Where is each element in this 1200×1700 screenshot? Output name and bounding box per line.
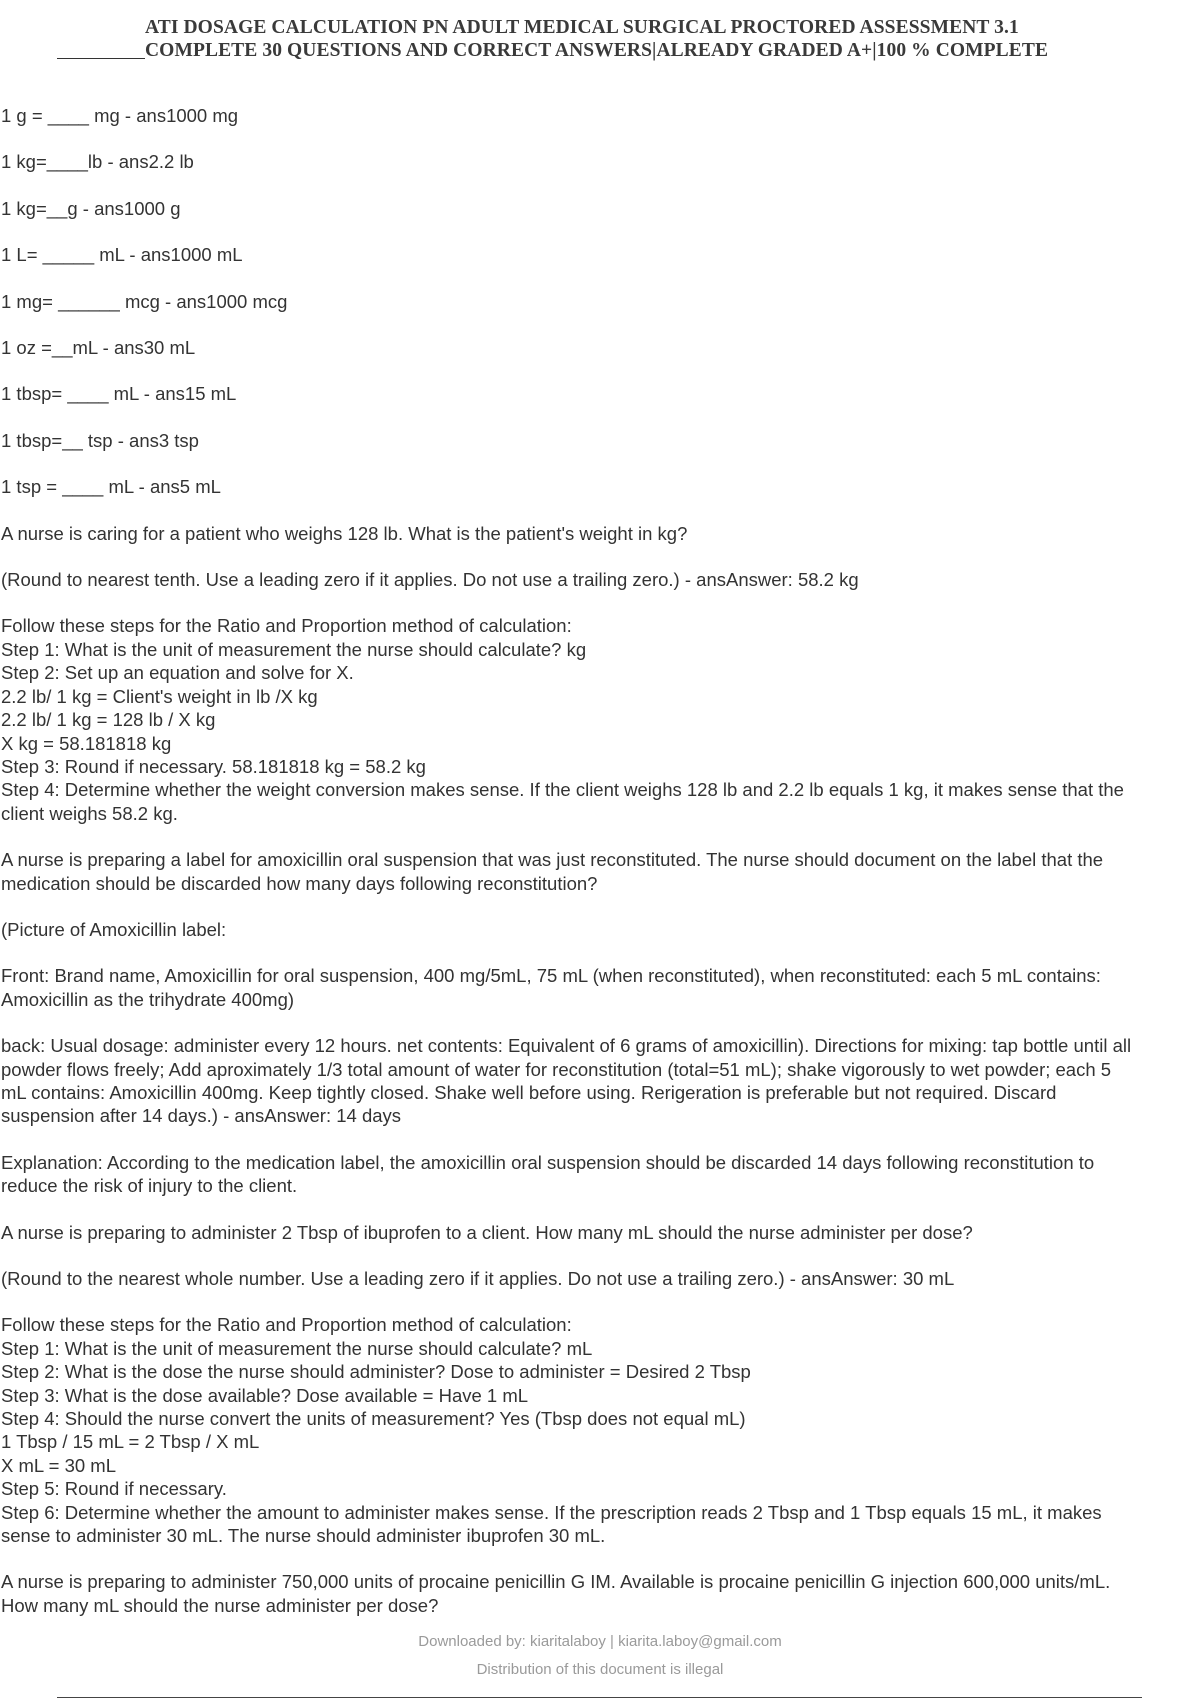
step-line: X kg = 58.181818 kg <box>1 732 172 754</box>
step-line: Step 4: Determine whether the weight conversion makes sense. If the client weighs 128 lb and 2.2 lb equals 1 kg, it makes sense that the client weighs 58.2 kg. <box>1 779 1124 824</box>
footer-rule <box>57 1697 1142 1698</box>
conversion-item: 1 kg=____lb - ans2.2 lb <box>1 151 194 173</box>
step-line: Step 1: What is the unit of measurement the nurse should calculate? kg <box>1 638 587 660</box>
label-picture-caption: (Picture of Amoxicillin label: <box>1 918 227 940</box>
step-line: Step 3: Round if necessary. 58.181818 kg = 58.2 kg <box>1 755 426 777</box>
question-weight-conversion <box>1 522 1141 848</box>
download-notice: Downloaded by: kiaritalaboy | kiarita.laboy@gmail.com <box>418 1633 782 1650</box>
step-line: Step 3: What is the dose available? Dose available = Have 1 mL <box>1 1384 529 1406</box>
conversion-list <box>1 104 1141 522</box>
document-footer <box>0 1628 1200 1684</box>
header-title-line-1: ATI DOSAGE CALCULATION PN ADULT MEDICAL SURGICAL PROCTORED ASSESSMENT 3.1 <box>145 17 1019 38</box>
step-line: Step 4: Should the nurse convert the units of measurement? Yes (Tbsp does not equal mL) <box>1 1408 746 1430</box>
step-line: Step 6: Determine whether the amount to administer makes sense. If the prescription reads 2 Tbsp and 1 Tbsp equals 15 mL, it makes sense to administer 30 mL. The nurse should administer ibuprofen 30 mL. <box>1 1501 1102 1547</box>
question-amoxicillin-label <box>1 848 1141 1220</box>
step-line: X mL = 30 mL <box>1 1454 116 1476</box>
explanation-text: Explanation: According to the medication label, the amoxicillin oral suspension should be discarded 14 days following reconstitution to reduce the risk of injury to the client. <box>1 1151 1095 1197</box>
step-line: Step 2: Set up an equation and solve for X. <box>1 662 354 684</box>
distribution-notice: Distribution of this document is illegal <box>476 1661 724 1678</box>
step-line: Step 5: Round if necessary. <box>1 1478 227 1500</box>
step-line: Follow these steps for the Ratio and Proportion method of calculation: <box>1 615 572 637</box>
step-line: Follow these steps for the Ratio and Proportion method of calculation: <box>1 1314 572 1336</box>
answer-text: (Round to nearest tenth. Use a leading zero if it applies. Do not use a trailing zero.) - ansAnswer: 58.2 kg <box>1 569 859 591</box>
question-penicillin-dose <box>1 1570 1141 1617</box>
conversion-item: 1 L= _____ mL - ans1000 mL <box>1 244 243 266</box>
solution-steps <box>1 614 1141 825</box>
step-line: 2.2 lb/ 1 kg = 128 lb / X kg <box>1 709 216 731</box>
question-text: A nurse is preparing to administer 2 Tbsp of ibuprofen to a client. How many mL should the nurse administer per dose? <box>1 1221 973 1243</box>
document-body <box>1 104 1141 1617</box>
conversion-item: 1 g = ____ mg - ans1000 mg <box>1 105 239 126</box>
conversion-item: 1 tsp = ____ mL - ans5 mL <box>1 476 221 498</box>
solution-steps <box>1 1313 1141 1547</box>
step-line: 1 Tbsp / 15 mL = 2 Tbsp / X mL <box>1 1431 260 1453</box>
label-back-text: back: Usual dosage: administer every 12 hours. net contents: Equivalent of 6 grams of amoxicillin). Directions for mixing: tap bottle until all powder flows freely; Add aproximately 1/3 total amount of water for reconstitution (total=51 mL); shake vigorously to wet powder; each 5 mL contains: Amoxicillin 400mg. Keep tightly closed. Shake well before using. Rerigeration is preferable but not required. Discard suspension after 14 days.) - ansAnswer: 14 days <box>1 1035 1132 1127</box>
step-line: Step 2: What is the dose the nurse should administer? Dose to administer = Desired 2 Tbsp <box>1 1361 751 1383</box>
answer-text: (Round to the nearest whole number. Use a leading zero if it applies. Do not use a trailing zero.) - ansAnswer: 30 mL <box>1 1268 955 1289</box>
label-front-text: Front: Brand name, Amoxicillin for oral suspension, 400 mg/5mL, 75 mL (when reconstituted), when reconstituted: each 5 mL contains: Amoxicillin as the trihydrate 400mg) <box>1 965 1101 1010</box>
header-underline <box>57 58 145 59</box>
step-line: 2.2 lb/ 1 kg = Client's weight in lb /X kg <box>1 685 318 707</box>
question-ibuprofen-dose <box>1 1221 1141 1571</box>
question-text: A nurse is preparing a label for amoxicillin oral suspension that was just reconstituted. The nurse should document on the label that the medication should be discarded how many days following reconstitution? <box>1 849 1104 894</box>
question-text: A nurse is caring for a patient who weighs 128 lb. What is the patient's weight in kg? <box>1 522 688 544</box>
question-text: A nurse is preparing to administer 750,000 units of procaine penicillin G IM. Available is procaine penicillin G injection 600,000 units/mL. How many mL should the nurse administer per dose? <box>1 1571 1111 1616</box>
conversion-item: 1 kg=__g - ans1000 g <box>1 197 181 219</box>
document-header <box>145 16 1085 62</box>
conversion-item: 1 oz =__mL - ans30 mL <box>1 337 196 359</box>
conversion-item: 1 mg= ______ mcg - ans1000 mcg <box>1 290 288 312</box>
conversion-item: 1 tbsp=__ tsp - ans3 tsp <box>1 429 199 451</box>
header-title-line-2: COMPLETE 30 QUESTIONS AND CORRECT ANSWERS|ALREADY GRADED A+|100 % COMPLETE <box>145 40 1049 61</box>
conversion-item: 1 tbsp= ____ mL - ans15 mL <box>1 383 237 405</box>
step-line: Step 1: What is the unit of measurement the nurse should calculate? mL <box>1 1337 593 1359</box>
